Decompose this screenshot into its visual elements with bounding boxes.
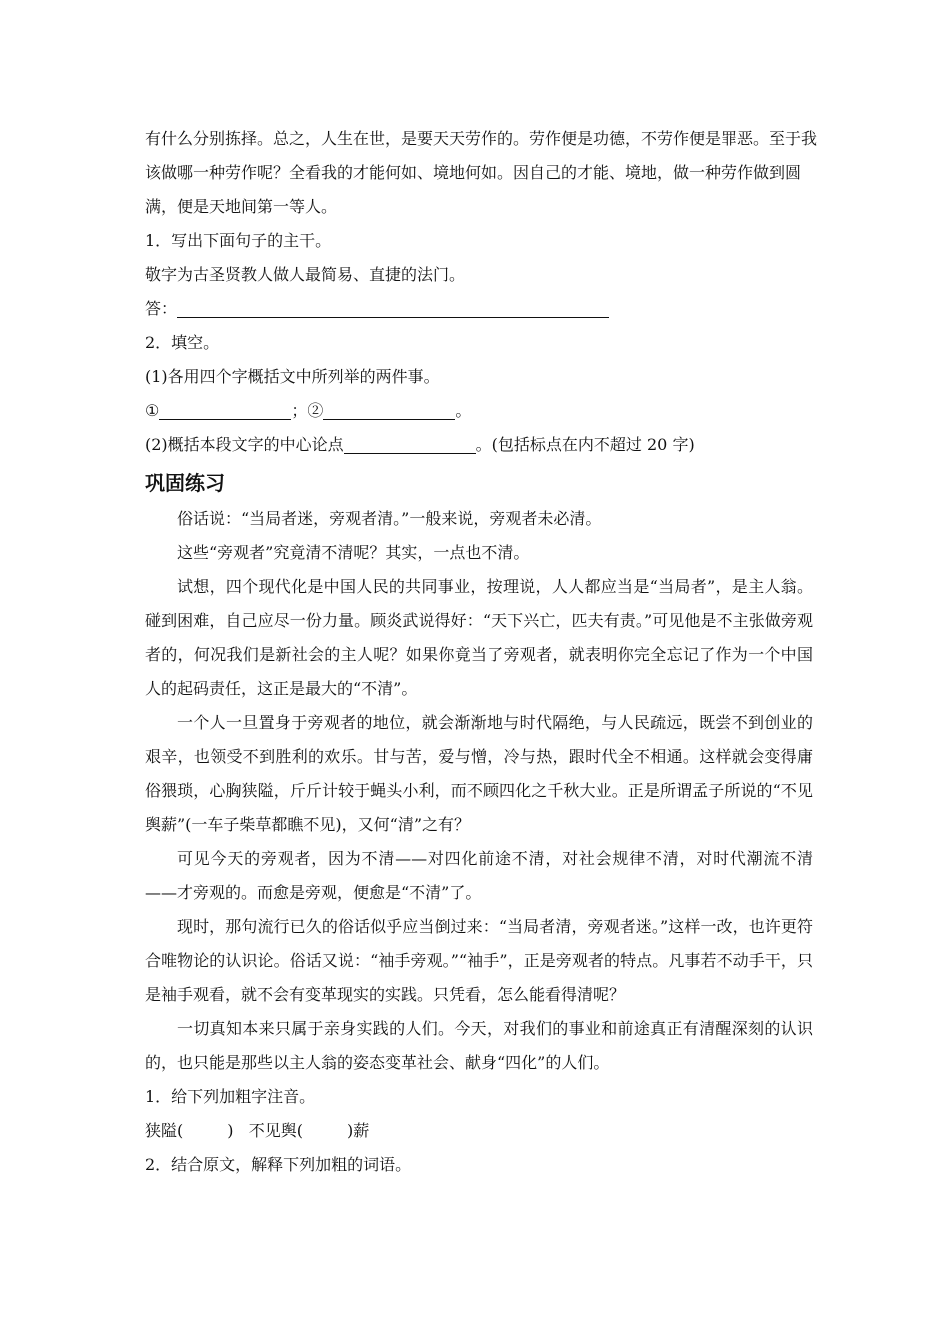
- answer-blank-1[interactable]: [159, 401, 291, 420]
- question-1-sentence: 敬字为古圣贤教人做人最简易、直捷的法门。: [145, 265, 466, 284]
- answer-label: 答：: [145, 299, 178, 318]
- blank-separator: ；②: [291, 401, 324, 420]
- sub2-prefix: (2)概括本段文字的中心论点: [145, 435, 344, 454]
- question-2-sub1: (1)各用四个字概括文中所列举的两件事。: [145, 367, 440, 386]
- paragraph: 可见今天的旁观者，因为不清——对四化前途不清，对社会规律不清，对时代潮流不清——才旁观的。而愈是旁观，便愈是“不清”了。: [145, 849, 813, 902]
- paragraph: 一切真知本来只属于亲身实践的人们。今天，对我们的事业和前途真正有清醒深刻的认识的，也只能是那些以主人翁的姿态变革社会、献身“四化”的人们。: [145, 1019, 813, 1072]
- passage-line: 有什么分别拣择。总之，人生在世，是要天天劳作的。劳作便是功德，不劳作便是罪恶。至于我: [145, 129, 818, 148]
- question-4-title: 2．结合原文，解释下列加粗的词语。: [145, 1155, 412, 1174]
- word-1-close: ): [227, 1121, 234, 1140]
- question-3-items: [145, 1114, 813, 1148]
- question-2-blanks: [145, 394, 813, 428]
- answer-blank-3[interactable]: [344, 435, 476, 454]
- question-1-answer: [145, 292, 813, 326]
- passage-line: 该做哪一种劳作呢？全看我的才能何如、境地何如。因自己的才能、境地，做一种劳作做到圆: [145, 163, 802, 182]
- sub2-suffix: 。(包括标点在内不超过 20 字): [475, 435, 695, 454]
- section-title: 巩固练习: [145, 471, 225, 495]
- answer-blank-2[interactable]: [323, 401, 455, 420]
- paragraph: 试想，四个现代化是中国人民的共同事业，按理说，人人都应当是“当局者”，是主人翁。碰到困难，自己应尽一份力量。顾炎武说得好：“天下兴亡，匹夫有责。”可见他是不主张做旁观者的，何况我们是新社会的主人呢？如果你竟当了旁观者，就表明你完全忘记了作为一个中国人的起码责任，这正是最大的“不清”。: [145, 577, 813, 698]
- question-2-sub2: [145, 428, 813, 462]
- question-2-title: 2．填空。: [145, 333, 220, 352]
- paragraph: 现时，那句流行已久的俗话似乎应当倒过来：“当局者清，旁观者迷。”这样一改，也许更符合唯物论的认识论。俗话又说：“袖手旁观。”“袖手”，正是旁观者的特点。凡事若不动手干，只是袖手观看，就不会有变革现实的实践。只凭看，怎么能看得清呢？: [145, 917, 813, 1004]
- question-3-title: 1．给下列加粗字注音。: [145, 1087, 316, 1106]
- document-body: [145, 122, 818, 1182]
- answer-blank[interactable]: [177, 299, 609, 318]
- word-1: 狭隘(: [145, 1121, 184, 1140]
- passage-line: 满，便是天地间第一等人。: [145, 197, 338, 216]
- paragraph: 一个人一旦置身于旁观者的地位，就会渐渐地与时代隔绝，与人民疏远，既尝不到创业的艰辛，也领受不到胜利的欢乐。甘与苦，爱与憎，冷与热，跟时代全不相通。这样就会变得庸俗猥琐，心胸狭隘，斤斤计较于蝇头小利，而不顾四化之千秋大业。正是所谓孟子所说的“不见舆薪”(一车子柴草都瞧不见)，又何“清”之有？: [145, 713, 813, 834]
- paragraph: 俗话说：“当局者迷，旁观者清。”一般来说，旁观者未必清。: [177, 509, 602, 528]
- blank-marker-1: ①: [145, 401, 160, 420]
- word-2-close: )薪: [347, 1121, 370, 1140]
- question-1-title: 1．写出下面句子的主干。: [145, 231, 332, 250]
- blank-end: 。: [455, 401, 472, 420]
- paragraph: 这些“旁观者”究竟清不清呢？其实，一点也不清。: [177, 543, 530, 562]
- word-2: 不见舆(: [248, 1121, 304, 1140]
